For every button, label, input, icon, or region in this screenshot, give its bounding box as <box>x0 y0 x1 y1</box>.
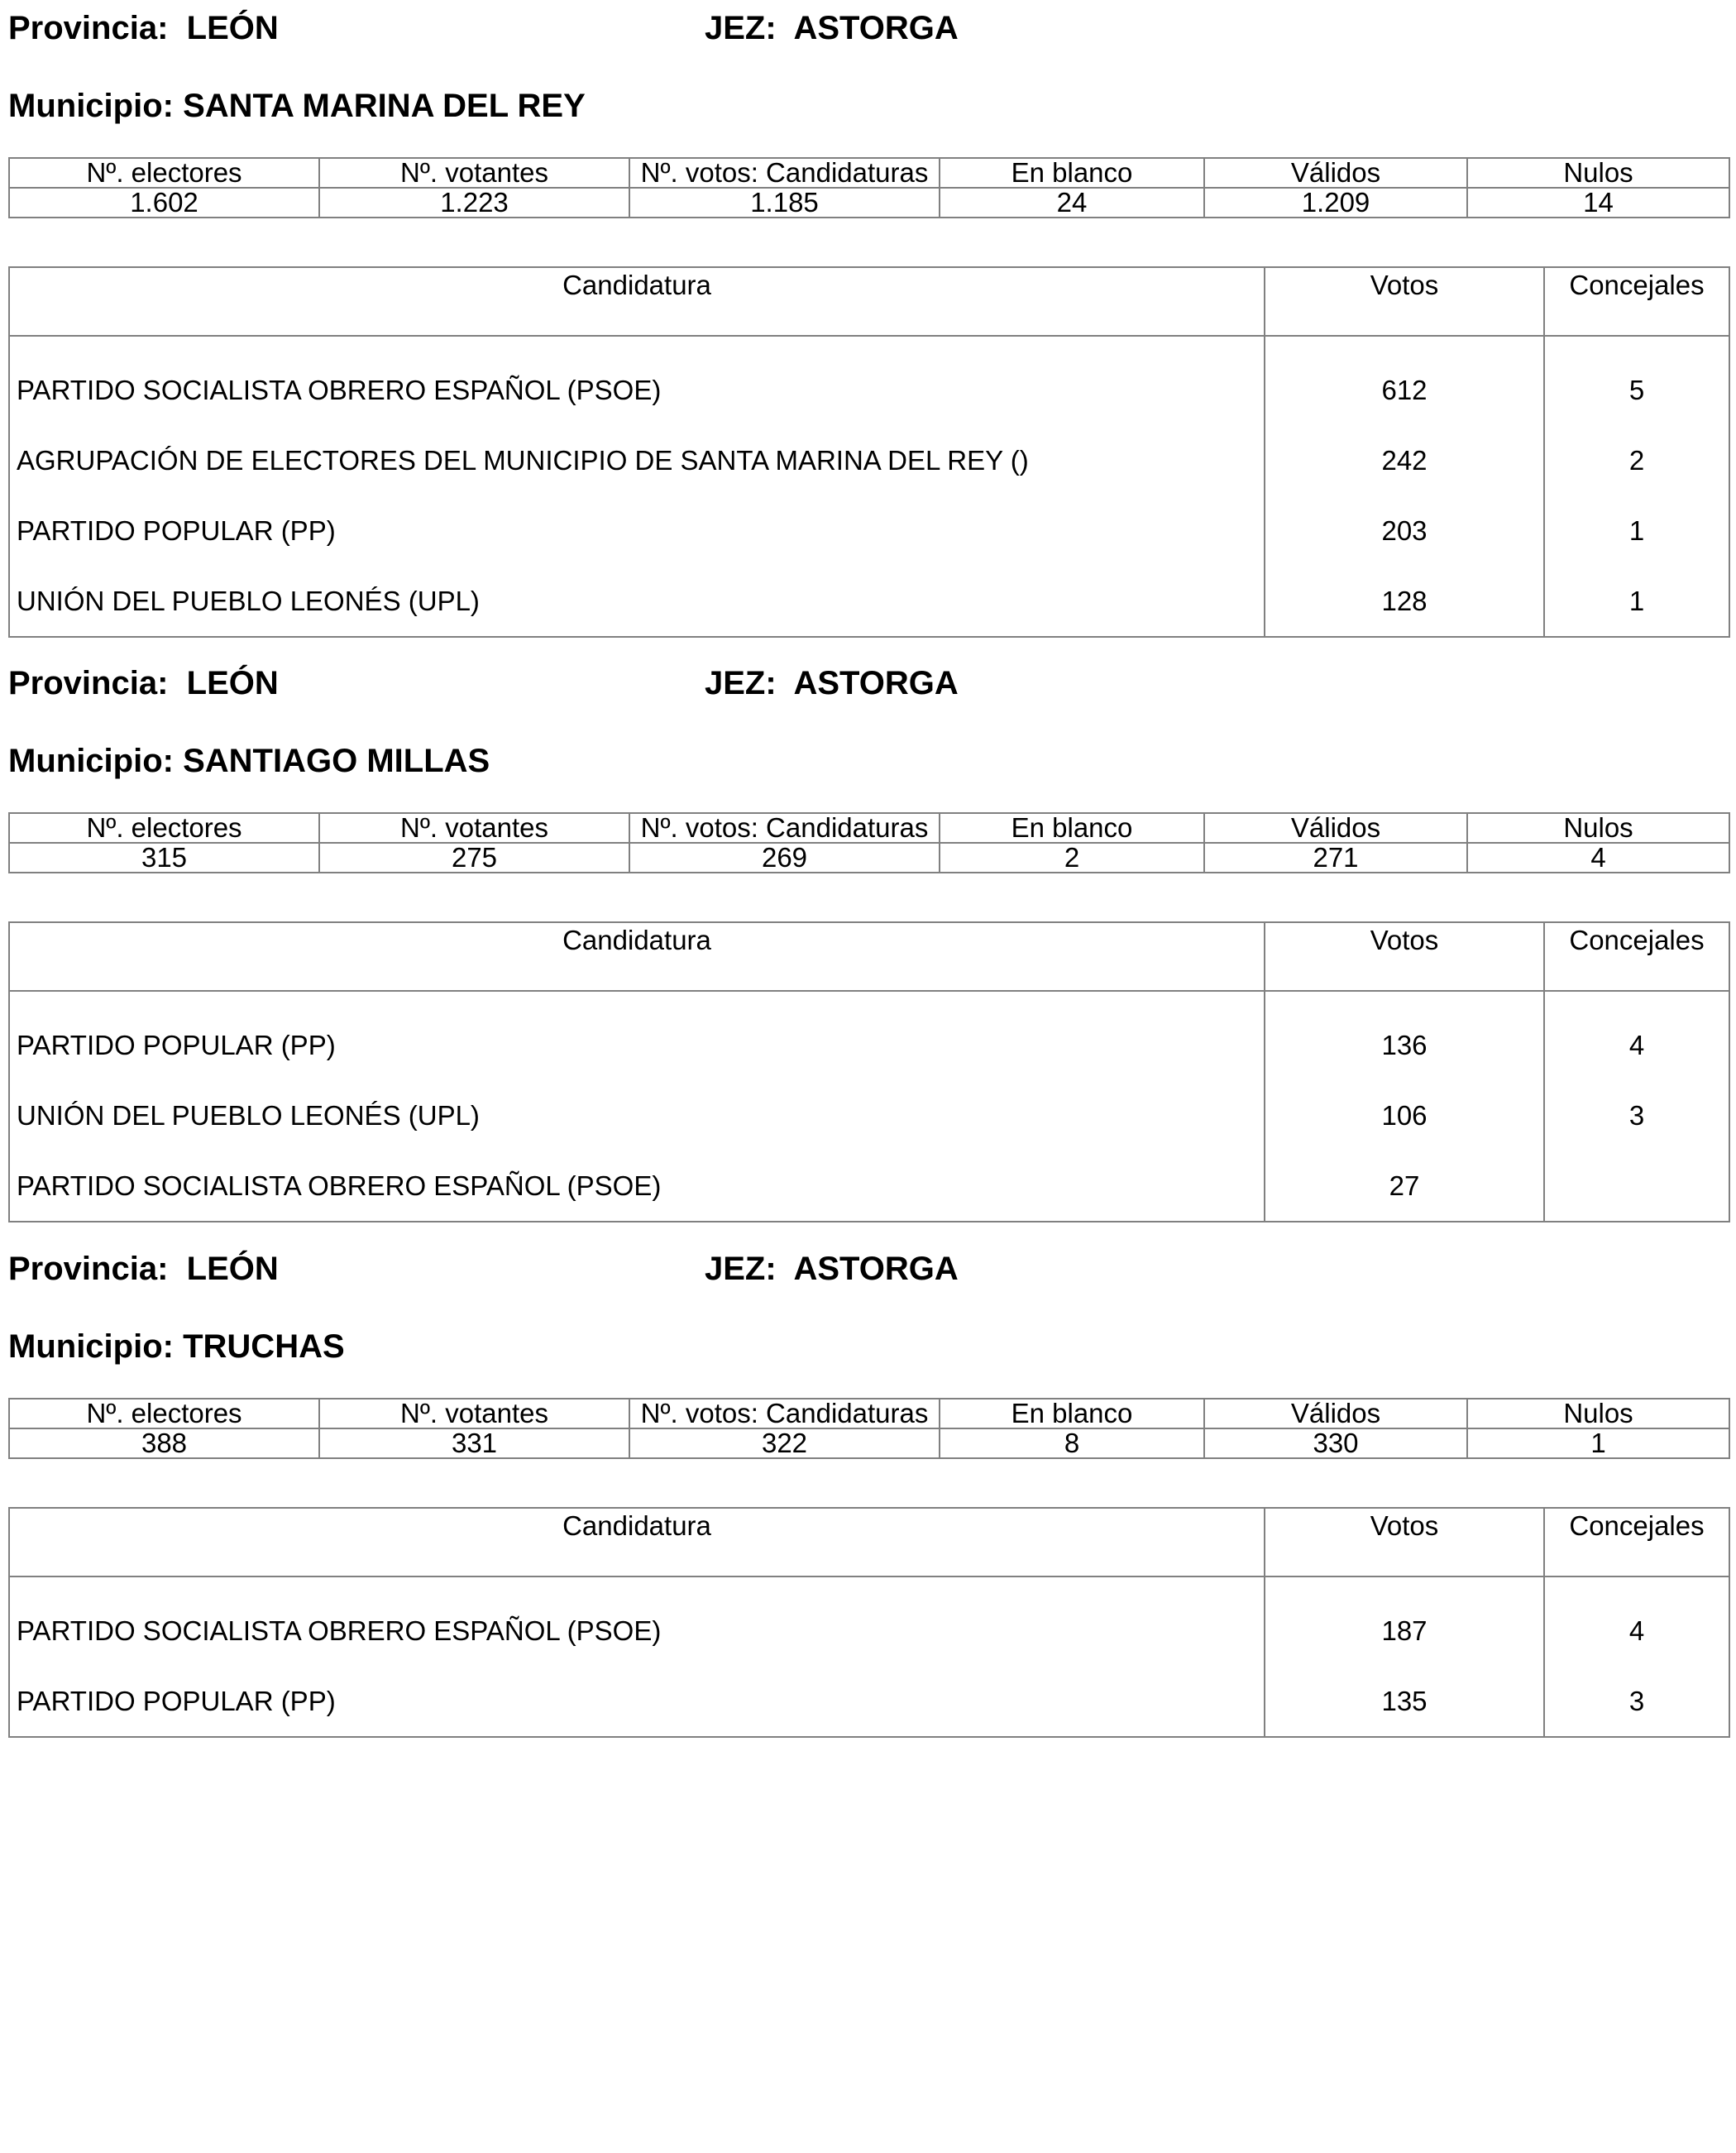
stats-header-cell: Válidos <box>1204 813 1467 843</box>
results-table <box>8 266 1730 638</box>
concejales-cell: 4 <box>1544 991 1729 1080</box>
stats-value-cell: 2 <box>940 843 1204 873</box>
jez-value: ASTORGA <box>793 1251 959 1287</box>
candidatura-header: Candidatura <box>9 1508 1265 1576</box>
concejales-header: Concejales <box>1544 922 1729 991</box>
votos-cell: 128 <box>1265 566 1544 637</box>
stats-header-cell: En blanco <box>940 1399 1204 1428</box>
concejales-cell: 1 <box>1544 566 1729 637</box>
municipio-heading: Municipio: SANTA MARINA DEL REY <box>8 88 586 124</box>
stats-table <box>8 157 1730 218</box>
stats-value-cell: 315 <box>9 843 319 873</box>
concejales-cell <box>1544 1151 1729 1222</box>
result-row <box>9 495 1729 566</box>
votos-cell: 242 <box>1265 425 1544 495</box>
candidatura-cell: UNIÓN DEL PUEBLO LEONÉS (UPL) <box>9 566 1265 637</box>
concejales-cell: 1 <box>1544 495 1729 566</box>
result-row <box>9 566 1729 637</box>
votos-cell: 612 <box>1265 336 1544 425</box>
stats-value-row <box>9 843 1729 873</box>
municipio-heading: Municipio: SANTIAGO MILLAS <box>8 743 490 779</box>
stats-header-cell: Nulos <box>1467 158 1729 188</box>
candidatura-header: Candidatura <box>9 922 1265 991</box>
stats-value-cell: 1.223 <box>319 188 629 218</box>
jez-heading: JEZ: ASTORGA <box>705 665 959 701</box>
candidatura-cell: PARTIDO POPULAR (PP) <box>9 1666 1265 1737</box>
stats-header-cell: Válidos <box>1204 158 1467 188</box>
results-header-row <box>9 1508 1729 1576</box>
results-table <box>8 1507 1730 1738</box>
provincia-value: LEÓN <box>186 665 279 701</box>
jez-heading: JEZ: ASTORGA <box>705 10 959 46</box>
stats-header-row <box>9 158 1729 188</box>
result-row <box>9 1576 1729 1666</box>
candidatura-cell: PARTIDO POPULAR (PP) <box>9 991 1265 1080</box>
jez-heading: JEZ: ASTORGA <box>705 1251 959 1287</box>
stats-value-row <box>9 1428 1729 1458</box>
concejales-cell: 3 <box>1544 1666 1729 1737</box>
municipio-value: SANTA MARINA DEL REY <box>183 88 586 124</box>
stats-value-cell: 8 <box>940 1428 1204 1458</box>
candidatura-cell: PARTIDO SOCIALISTA OBRERO ESPAÑOL (PSOE) <box>9 1576 1265 1666</box>
candidatura-cell: PARTIDO POPULAR (PP) <box>9 495 1265 566</box>
stats-header-cell: Nº. votos: Candidaturas <box>629 813 940 843</box>
stats-value-cell: 322 <box>629 1428 940 1458</box>
stats-header-row <box>9 1399 1729 1428</box>
stats-value-cell: 14 <box>1467 188 1729 218</box>
concejales-cell: 4 <box>1544 1576 1729 1666</box>
stats-header-cell: Nº. votantes <box>319 813 629 843</box>
stats-value-cell: 1.602 <box>9 188 319 218</box>
concejales-cell: 3 <box>1544 1080 1729 1151</box>
votos-header: Votos <box>1265 1508 1544 1576</box>
stats-header-cell: Nº. electores <box>9 158 319 188</box>
stats-value-cell: 1.185 <box>629 188 940 218</box>
candidatura-header: Candidatura <box>9 267 1265 336</box>
stats-value-cell: 275 <box>319 843 629 873</box>
stats-value-cell: 24 <box>940 188 1204 218</box>
concejales-cell: 2 <box>1544 425 1729 495</box>
provincia-heading: Provincia: LEÓN <box>8 1251 279 1287</box>
stats-header-cell: Nº. votos: Candidaturas <box>629 158 940 188</box>
concejales-cell: 5 <box>1544 336 1729 425</box>
candidatura-cell: UNIÓN DEL PUEBLO LEONÉS (UPL) <box>9 1080 1265 1151</box>
municipio-value: TRUCHAS <box>183 1328 345 1365</box>
provincia-value: LEÓN <box>186 10 279 46</box>
stats-header-cell: Nº. electores <box>9 1399 319 1428</box>
stats-value-cell: 269 <box>629 843 940 873</box>
stats-value-cell: 271 <box>1204 843 1467 873</box>
stats-header-cell: En blanco <box>940 158 1204 188</box>
stats-value-cell: 388 <box>9 1428 319 1458</box>
votos-header: Votos <box>1265 267 1544 336</box>
stats-header-cell: Nº. votantes <box>319 158 629 188</box>
votos-cell: 187 <box>1265 1576 1544 1666</box>
stats-header-cell: Válidos <box>1204 1399 1467 1428</box>
stats-value-cell: 331 <box>319 1428 629 1458</box>
municipio-heading: Municipio: TRUCHAS <box>8 1328 345 1365</box>
stats-value-cell: 1.209 <box>1204 188 1467 218</box>
stats-table <box>8 1398 1730 1459</box>
jez-value: ASTORGA <box>793 10 959 46</box>
results-header-row <box>9 267 1729 336</box>
result-row <box>9 336 1729 425</box>
stats-value-cell: 4 <box>1467 843 1729 873</box>
stats-header-cell: Nulos <box>1467 1399 1729 1428</box>
candidatura-cell: PARTIDO SOCIALISTA OBRERO ESPAÑOL (PSOE) <box>9 1151 1265 1222</box>
stats-value-cell: 330 <box>1204 1428 1467 1458</box>
stats-header-cell: Nulos <box>1467 813 1729 843</box>
stats-table <box>8 812 1730 873</box>
votos-cell: 27 <box>1265 1151 1544 1222</box>
provincia-value: LEÓN <box>186 1251 279 1287</box>
candidatura-cell: AGRUPACIÓN DE ELECTORES DEL MUNICIPIO DE SANTA MARINA DEL REY () <box>9 425 1265 495</box>
stats-header-row <box>9 813 1729 843</box>
result-row <box>9 1080 1729 1151</box>
result-row <box>9 991 1729 1080</box>
votos-cell: 135 <box>1265 1666 1544 1737</box>
jez-value: ASTORGA <box>793 665 959 701</box>
stats-header-cell: Nº. electores <box>9 813 319 843</box>
stats-header-cell: Nº. votantes <box>319 1399 629 1428</box>
concejales-header: Concejales <box>1544 267 1729 336</box>
provincia-heading: Provincia: LEÓN <box>8 10 279 46</box>
concejales-header: Concejales <box>1544 1508 1729 1576</box>
stats-value-cell: 1 <box>1467 1428 1729 1458</box>
result-row <box>9 425 1729 495</box>
stats-value-row <box>9 188 1729 218</box>
provincia-heading: Provincia: LEÓN <box>8 665 279 701</box>
votos-header: Votos <box>1265 922 1544 991</box>
result-row <box>9 1666 1729 1737</box>
results-header-row <box>9 922 1729 991</box>
stats-header-cell: En blanco <box>940 813 1204 843</box>
municipio-value: SANTIAGO MILLAS <box>183 743 490 779</box>
results-table <box>8 921 1730 1222</box>
stats-header-cell: Nº. votos: Candidaturas <box>629 1399 940 1428</box>
result-row <box>9 1151 1729 1222</box>
votos-cell: 203 <box>1265 495 1544 566</box>
candidatura-cell: PARTIDO SOCIALISTA OBRERO ESPAÑOL (PSOE) <box>9 336 1265 425</box>
votos-cell: 106 <box>1265 1080 1544 1151</box>
votos-cell: 136 <box>1265 991 1544 1080</box>
